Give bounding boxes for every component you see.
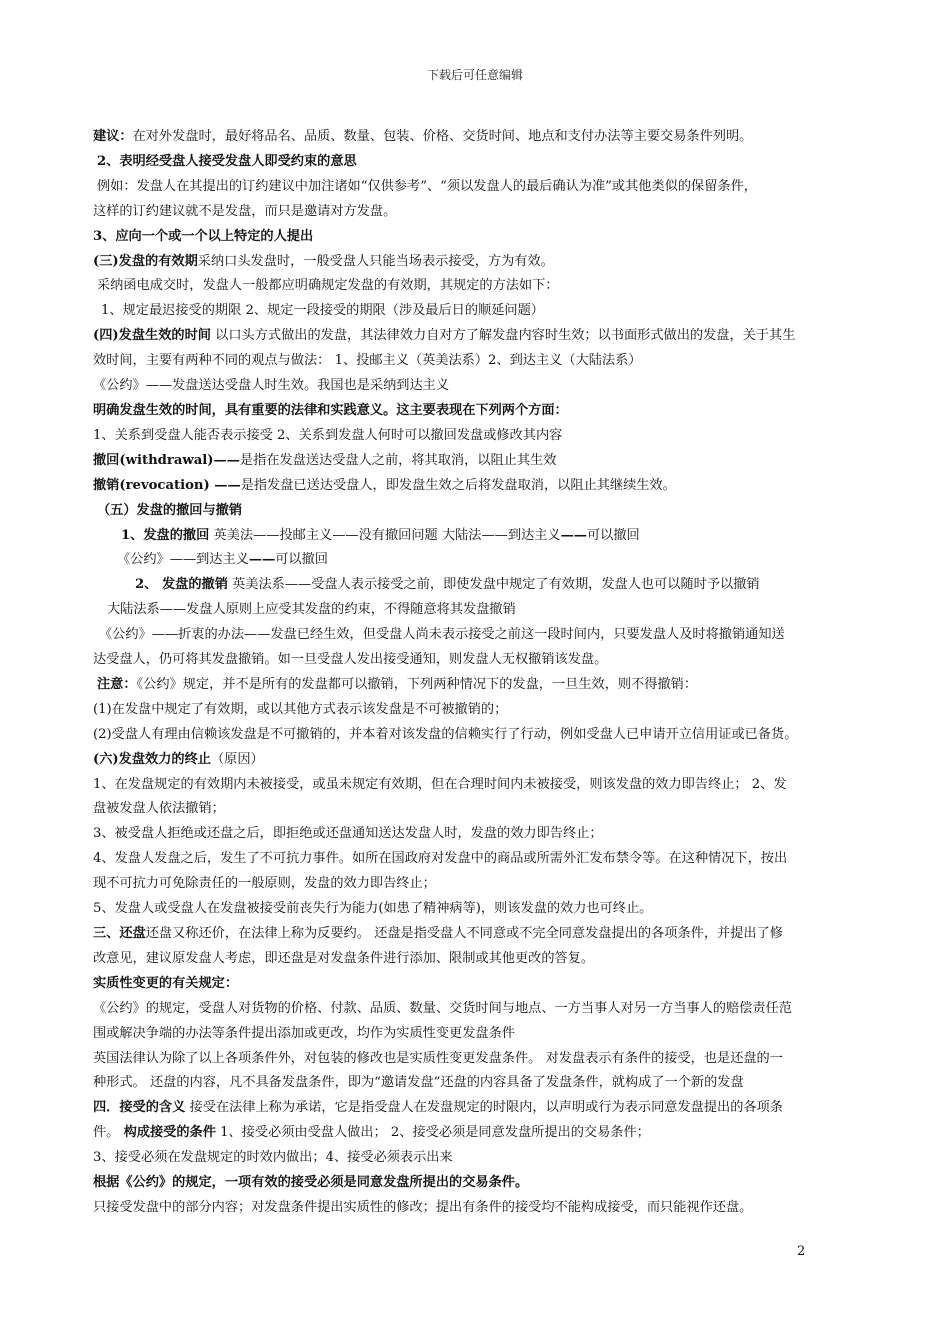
body-text: 《公约》规定，并不是所有的发盘都可以撤销，下列两种情况下的发盘，一旦生效，则不得撤销： <box>136 676 698 692</box>
bold-text: 构成接受的条件 <box>123 1125 216 1141</box>
text-line <box>93 972 863 997</box>
body-text: 《公约》的规定，受盘人对货物的价格、付款、品质、数量、交货时间与地点、一方当事人对另一方当事人的赔偿责任范 <box>93 1000 792 1016</box>
body-text: 1、接受必须由受盘人做出； 2、接受必须是同意发盘所提出的交易条件； <box>215 1125 650 1141</box>
text-line <box>93 125 863 150</box>
bold-text: —— <box>560 527 587 543</box>
body-text: 大陆法系——发盘人原则上应受其发盘的约束，不得随意将其发盘撤销 <box>107 602 516 618</box>
text-line <box>93 374 863 399</box>
bold-text: 四．接受的含义 <box>93 1100 186 1116</box>
text-line <box>93 947 863 972</box>
bold-text: 根据《公约》的规定，一项有效的接受必须是同意发盘所提出的交易条件。 <box>93 1175 529 1191</box>
text-line <box>93 723 863 748</box>
text-line <box>93 673 863 698</box>
text-line <box>93 449 863 474</box>
text-line <box>93 773 863 798</box>
text-line <box>93 274 863 299</box>
text-line <box>93 1196 863 1221</box>
bold-text: 撤回(withdrawal)—— <box>93 452 240 468</box>
body-text: 盘被发盘人依法撤销； <box>93 801 225 817</box>
text-line <box>93 250 863 275</box>
text-line <box>93 150 863 175</box>
bold-text: 明确发盘生效的时间，具有重要的法律和实践意义。这主要表现在下列两个方面： <box>93 402 568 418</box>
text-line <box>93 225 863 250</box>
body-text: 达受盘人，仍可将其发盘撤销。如一旦受盘人发出接受通知，则发盘人无权撤销该发盘。 <box>93 652 608 668</box>
body-text: 3、接受必须在发盘规定的时效内做出；4、接受必须表示出来 <box>93 1150 453 1166</box>
text-line <box>93 1022 863 1047</box>
page-number: 2 <box>797 1244 806 1259</box>
body-text: 《公约》——到达主义 <box>117 552 249 568</box>
text-line <box>93 822 863 847</box>
text-line <box>93 623 863 648</box>
body-text: 围或解决争端的办法等条件提出添加或更改，均作为实质性变更发盘条件 <box>93 1025 515 1041</box>
text-line <box>93 997 863 1022</box>
body-text: 可以撤回 <box>275 552 328 568</box>
text-line <box>93 1071 863 1096</box>
bold-text: 3、应向一个或一个以上特定的人提出 <box>93 228 314 244</box>
bold-text: 三、还盘 <box>93 926 146 941</box>
body-text: 效时间，主要有两种不同的观点与做法： 1、投邮主义（英美法系）2、到达主义（大陆法系） <box>93 353 642 369</box>
body-text: 是指发盘已送达受盘人，即发盘生效之后将发盘取消，以阻止其继续生效。 <box>240 477 676 493</box>
text-line <box>93 200 863 225</box>
text-line <box>93 324 863 349</box>
bold-text: (四)发盘生效的时间 <box>93 328 211 344</box>
text-line <box>93 573 863 598</box>
text-line <box>93 548 863 573</box>
text-line <box>93 424 863 449</box>
bold-text: 实质性变更的有关规定： <box>93 975 239 991</box>
body-text: 1、在发盘规定的有效期内未被接受，或虽未规定有效期，但在合理时间内未被接受，则该发盘的效力即告终止； 2、发 <box>93 776 787 792</box>
body-text: (2)受盘人有理由信赖该发盘是不可撤销的，并本着对该发盘的信赖实行了行动，例如受盘人已申请开立信用证或已备货。 <box>93 726 798 742</box>
text-line <box>93 872 863 897</box>
body-text: 接受在法律上称为承诺，它是指受盘人在发盘规定的时限内，以声明或行为表示同意发盘提出的各项条 <box>185 1100 783 1116</box>
bold-text: 2、表明经受盘人接受发盘人即受约束的意思 <box>97 153 357 169</box>
page-header: 下载后可任意编辑 <box>426 68 523 82</box>
text-line <box>93 698 863 723</box>
bold-text: 1、发盘的撤回 <box>121 527 210 543</box>
bold-text: —— <box>248 552 276 568</box>
bold-text: 2、 发盘的撤销 <box>135 577 228 593</box>
text-line <box>93 797 863 822</box>
body-text: 《公约》——折衷的办法——发盘已经生效，但受盘人尚未表示接受之前这一段时间内，只要发盘人及时将撤销通知送 <box>99 627 785 643</box>
text-line <box>93 175 863 200</box>
body-text: 采纳函电成交时，发盘人一般都应明确规定发盘的有效期，其规定的方法如下： <box>97 278 559 294</box>
bold-text: 注意： <box>97 676 137 692</box>
text-line <box>93 847 863 872</box>
body-text: 例如：发盘人在其提出的订约建议中加注诸如“仅供参考”、“须以发盘人的最后确认为准”或其他类似的保留条件， <box>97 178 757 194</box>
body-text: 5、发盘人或受盘人在发盘被接受前丧失行为能力(如患了精神病等)，则该发盘的效力也可终止。 <box>93 901 653 917</box>
body-text: 《公约》——发盘送达受盘人时生效。我国也是采纳到达主义 <box>93 378 450 394</box>
body-text: 改意见，建议原发盘人考虑，即还盘是对发盘条件进行添加、限制或其他更改的答复。 <box>93 950 595 966</box>
text-line <box>93 524 863 549</box>
body-text: 是指在发盘送达受盘人之前，将其取消，以阻止其生效 <box>239 452 557 468</box>
text-line <box>93 1047 863 1072</box>
text-line <box>93 598 863 623</box>
body-text: (1)在发盘中规定了有效期，或以其他方式表示该发盘是不可被撤销的； <box>93 701 508 717</box>
body-text: 4、发盘人发盘之后，发生了不可抗力事件。如所在国政府对发盘中的商品或所需外汇发布禁令等。在这种情况下，按出 <box>93 851 788 867</box>
body-text: 3、被受盘人拒绝或还盘之后，即拒绝或还盘通知送达发盘人时，发盘的效力即告终止； <box>93 826 603 842</box>
text-line <box>93 1171 863 1196</box>
body-text: 在对外发盘时，最好将品名、品质、数量、包装、价格、交货时间、地点和支付办法等主要交易条件列明。 <box>132 129 753 144</box>
text-line <box>93 1096 863 1121</box>
bold-text: (六)发盘效力的终止 <box>93 751 211 767</box>
text-line <box>93 474 863 499</box>
body-text: 以口头方式做出的发盘，其法律效力自对方了解发盘内容时生效；以书面形式做出的发盘，关于其生 <box>210 328 796 344</box>
body-text: 种形式。 还盘的内容，凡不具备发盘条件，即为“邀请发盘”还盘的内容具备了发盘条件，就构成了一个新的发盘 <box>93 1075 744 1091</box>
text-line <box>93 299 863 324</box>
bold-text: 撤销(revocation) —— <box>93 477 241 493</box>
text-line <box>93 399 863 424</box>
body-text: 件。 <box>93 1125 124 1141</box>
body-text: （原因） <box>210 751 264 767</box>
body-text: 英美法——投邮主义——没有撤回问题 大陆法——到达主义 <box>209 527 561 543</box>
text-line <box>93 349 863 374</box>
body-text: 只接受发盘中的部分内容；对发盘条件提出实质性的修改；提出有条件的接受均不能构成接受，而只能视作还盘。 <box>93 1199 753 1215</box>
body-text: 可以撤回 <box>586 527 640 543</box>
text-line <box>93 648 863 673</box>
text-line <box>93 1121 863 1146</box>
text-line <box>93 748 863 773</box>
body-text: 英国法律认为除了以上各项条件外，对包装的修改也是实质性变更发盘条件。 对发盘表示有条件的接受，也是还盘的一 <box>93 1050 783 1066</box>
body-text: 1、规定最迟接受的期限 2、规定一段接受的期限（涉及最后日的顺延问题） <box>101 303 544 319</box>
body-text: 这样的订约建议就不是发盘，而只是邀请对方发盘。 <box>93 203 397 219</box>
bold-text: 建议： <box>93 129 133 144</box>
text-line <box>93 922 863 947</box>
text-line <box>93 897 863 922</box>
bold-text: (三)发盘的有效期 <box>93 253 198 269</box>
body-text: 采纳口头发盘时，一般受盘人只能当场表示接受，方为有效。 <box>197 253 554 269</box>
document-body <box>93 125 863 1221</box>
text-line <box>93 1146 863 1171</box>
body-text: 还盘又称还价，在法律上称为反要约。 还盘是指受盘人不同意或不完全同意发盘提出的各项条件，并提出了修 <box>145 926 783 941</box>
text-line <box>93 499 863 524</box>
bold-text: （五）发盘的撤回与撤销 <box>97 502 243 518</box>
body-text: 英美法系——受盘人表示接受之前，即使发盘中规定了有效期，发盘人也可以随时予以撤销 <box>227 577 760 593</box>
body-text: 1、关系到受盘人能否表示接受 2、关系到发盘人何时可以撤回发盘或修改其内容 <box>93 427 563 443</box>
body-text: 现不可抗力可免除责任的一般原则，发盘的效力即告终止； <box>93 876 436 892</box>
